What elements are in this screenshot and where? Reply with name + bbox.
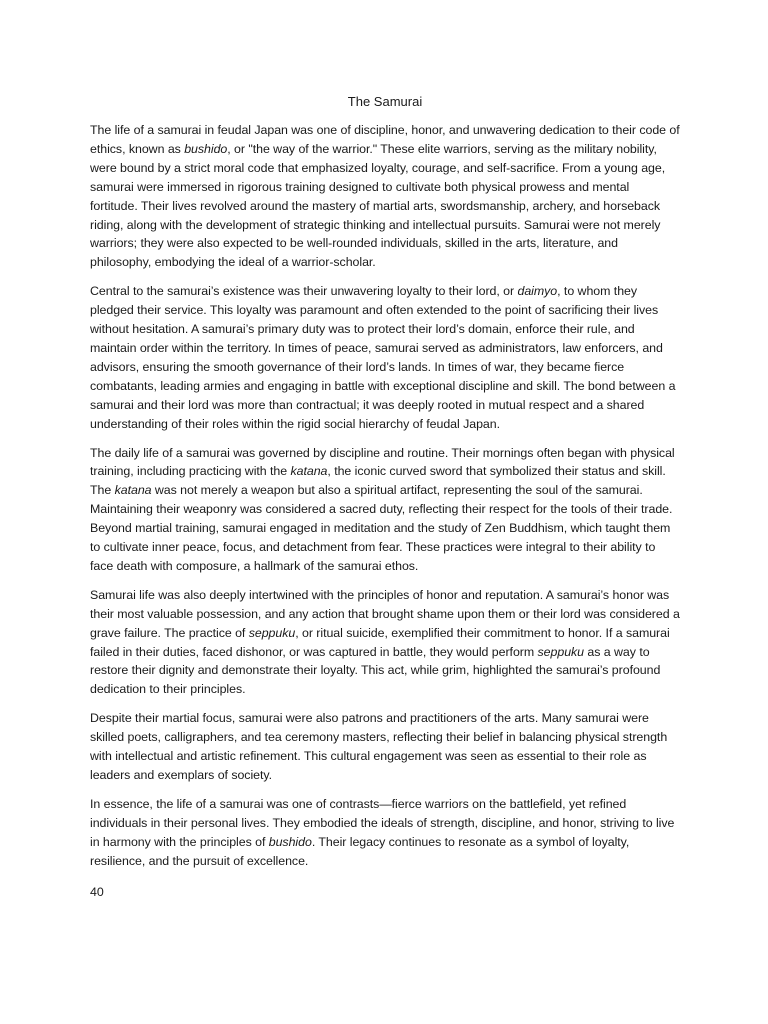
emphasized-term: seppuku (537, 644, 585, 659)
emphasized-term: seppuku (248, 625, 296, 640)
paragraph-text: , or "the way of the warrior." These elite warriors, serving as the military nobility, were bound by a strict moral code that emphasized loyalty, courage, and self-sacrifice. From a young age, samurai were immersed in rigorous training designed to cultivate both physical prowess and mental fortitude. Their lives revolved around the mastery of martial arts, swordsmanship, archery, and horseback riding, along with the development of strategic thinking and intellectual pursuits. Samurai were not merely warriors; they were also expected to be well-rounded individuals, skilled in the arts, literature, and philosophy, embodying the ideal of a warrior-scholar. (90, 141, 666, 270)
paragraph-3 (90, 444, 680, 576)
paragraph-text: was not merely a weapon but also a spiritual artifact, representing the soul of the samurai. Maintaining their weaponry was considered a sacred duty, reflecting their respect for the tools of their trade. Beyond martial training, samurai engaged in meditation and the study of Zen Buddhism, which taught them to cultivate inner peace, focus, and detachment from fear. These practices were integral to their ability to face death with composure, a hallmark of the samurai ethos. (90, 483, 673, 573)
paragraph-2 (90, 282, 680, 433)
document-body (90, 121, 680, 871)
emphasized-term: daimyo (517, 284, 558, 299)
paragraph-text: as a way to restore their dignity and demonstrate their loyalty. This act, while grim, highlighted the samurai’s profound dedication to their principles. (90, 644, 661, 697)
paragraph-6 (90, 795, 680, 871)
paragraph-text: Central to the samurai’s existence was their unwavering loyalty to their lord, or (90, 284, 518, 299)
paragraph-text: , the iconic curved sword that symbolized their status and skill. The (90, 464, 666, 498)
paragraph-text: . Their legacy continues to resonate as a symbol of loyalty, resilience, and the pursuit of excellence. (90, 834, 630, 868)
emphasized-term: katana (114, 483, 152, 498)
emphasized-term: katana (290, 464, 328, 479)
paragraph-5 (90, 709, 680, 785)
paragraph-text: The daily life of a samurai was governed by discipline and routine. Their mornings often began with physical training, including practicing with the (90, 445, 675, 479)
document-page (90, 92, 680, 901)
paragraph-text: , or ritual suicide, exemplified their commitment to honor. If a samurai failed in their duties, faced dishonor, or was captured in battle, they would perform (90, 625, 670, 659)
paragraph-1 (90, 121, 680, 272)
paragraph-text: Samurai life was also deeply intertwined with the principles of honor and reputation. A samurai’s honor was their most valuable possession, and any action that brought shame upon them or their lord was considered a grave failure. The practice of (90, 587, 680, 640)
document-title: The Samurai (347, 94, 423, 109)
paragraph-text: , to whom they pledged their service. This loyalty was paramount and often extended to the point of sacrificing their lives without hesitation. A samurai’s primary duty was to protect their lord’s domain, enforce their rule, and maintain order within the territory. In times of peace, samurai served as administrators, law enforcers, and advisors, ensuring the smooth governance of their lord’s lands. In times of war, they became fierce combatants, leading armies and engaging in battle with exceptional discipline and skill. The bond between a samurai and their lord was more than contractual; it was deeply rooted in mutual respect and a shared understanding of their roles within the rigid social hierarchy of feudal Japan. (90, 284, 676, 431)
paragraph-text: The life of a samurai in feudal Japan was one of discipline, honor, and unwavering dedication to their code of ethics, known as (90, 123, 680, 156)
paragraph-4 (90, 586, 680, 699)
paragraph-text: In essence, the life of a samurai was one of contrasts—fierce warriors on the battlefield, yet refined individuals in their personal lives. They embodied the ideals of strength, discipline, and honor, striving to live in harmony with the principles of (90, 796, 675, 849)
page-number: 40 (90, 884, 104, 899)
emphasized-term: bushido (268, 834, 312, 849)
emphasized-term: bushido (184, 141, 228, 156)
paragraph-text: Despite their martial focus, samurai were also patrons and practitioners of the arts. Many samurai were skilled poets, calligraphers, and tea ceremony masters, reflecting their belief in balancing physical strength with intellectual and artistic refinement. This cultural engagement was seen as essential to their role as leaders and exemplars of society. (90, 711, 668, 782)
